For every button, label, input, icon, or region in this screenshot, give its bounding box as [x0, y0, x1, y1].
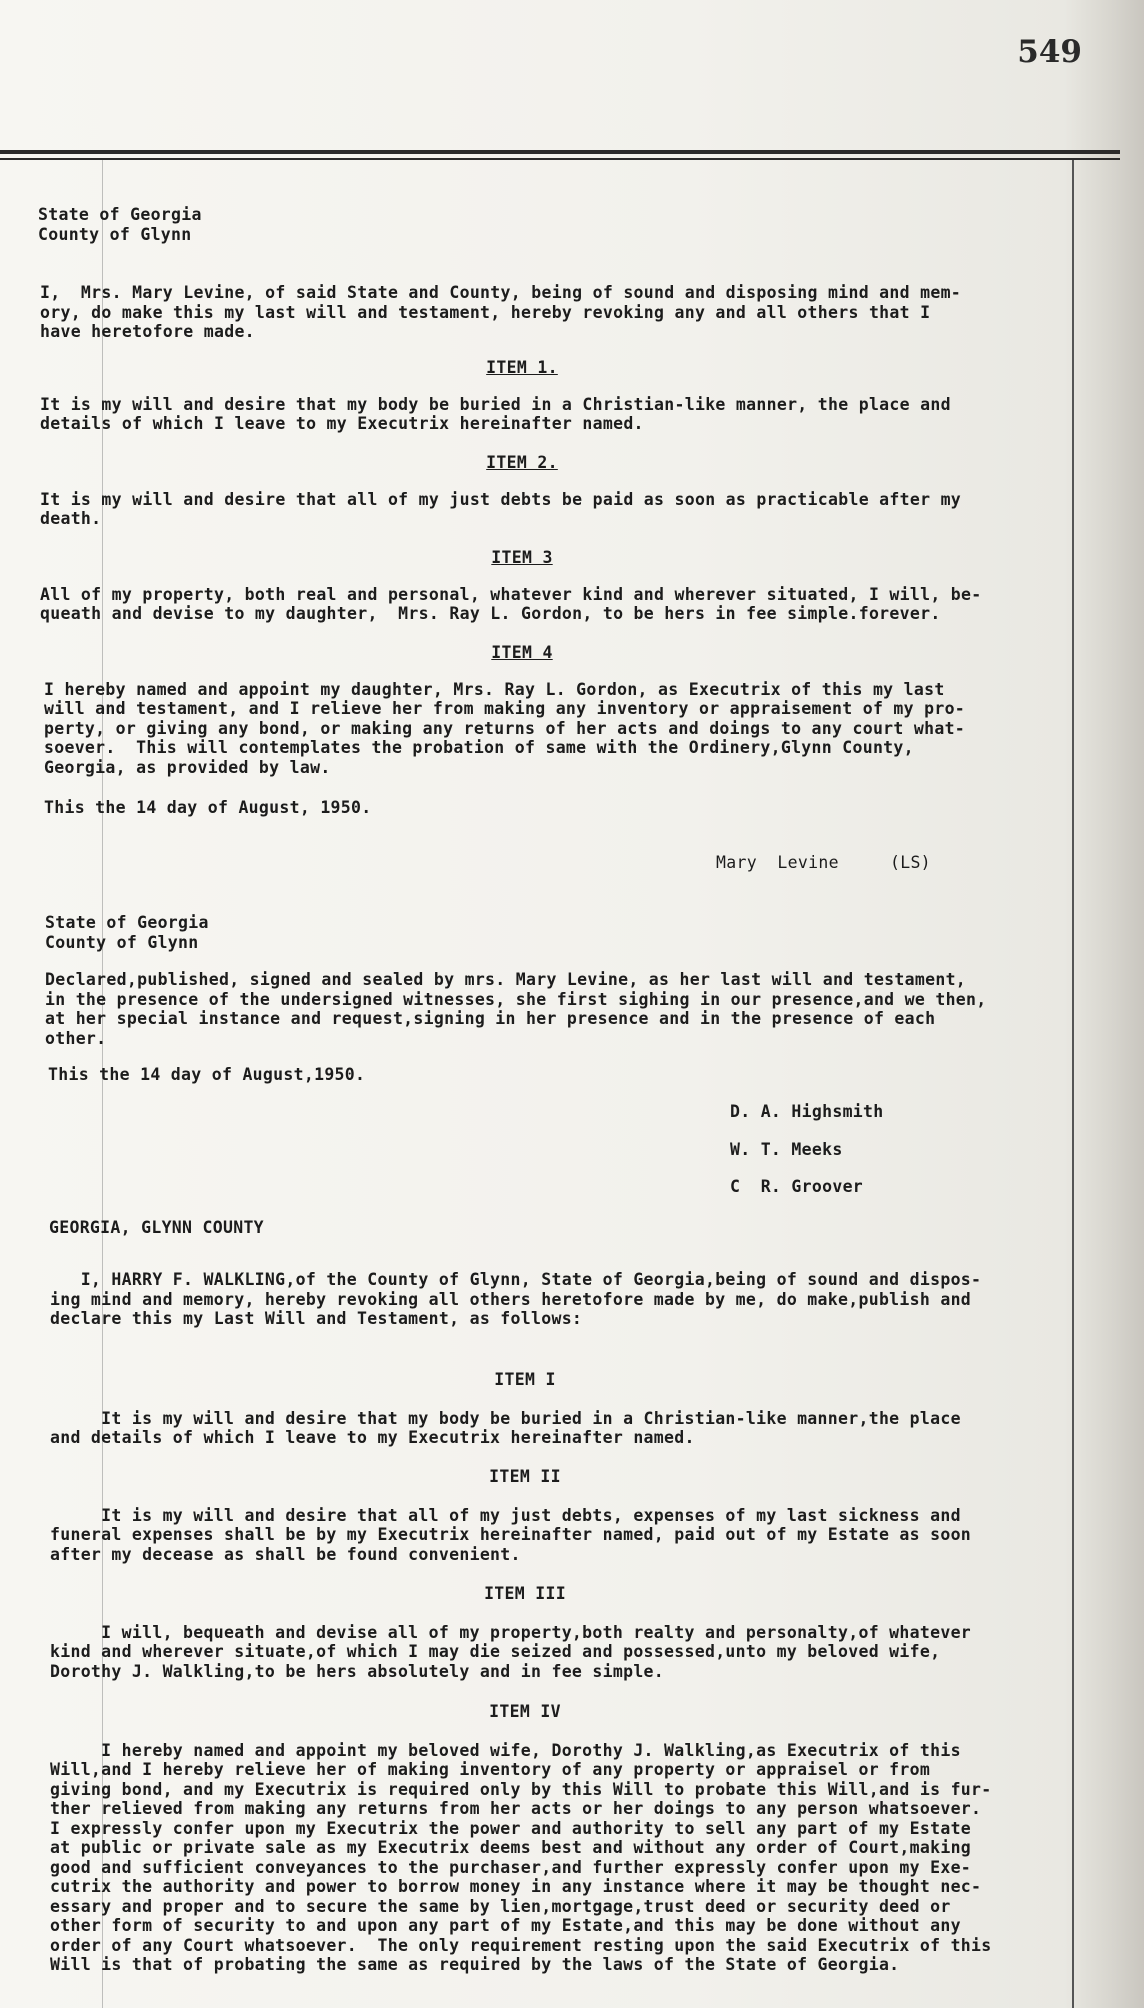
- will2-intro: [50, 1270, 981, 1329]
- intro-line: ing mind and memory, hereby revoking all others heretofore made by me, do make,publish and: [50, 1289, 972, 1309]
- item-line: It is my will and desire that all of my just debts be paid as soon as practicable after my: [40, 489, 962, 509]
- intro-line: I, Mrs. Mary Levine, of said State and County, being of sound and disposing mind and mem-: [40, 283, 962, 302]
- item-line: I hereby named and appoint my daughter, Mrs. Ray L. Gordon, as Executrix of this my last: [44, 679, 945, 699]
- intro-line: ory, do make this my last will and testament, hereby revoking any and all others that I: [40, 302, 931, 322]
- item-line: death.: [40, 509, 102, 528]
- item-line: kind and wherever situate,of which I may die seized and possessed,unto my beloved wife,: [50, 1642, 941, 1661]
- witness-signature: D. A. Highsmith: [730, 1102, 884, 1121]
- item-line: will and testament, and I relieve her from making any inventory or appraisement of my pro-: [44, 699, 966, 718]
- header-rule: [0, 150, 1120, 154]
- attestation-clause: [45, 970, 987, 1048]
- item-line: soever. This will contemplates the probation of same with the Ordinery,Glynn County,: [44, 738, 914, 757]
- intro-line: declare this my Last Will and Testament, as follows:: [50, 1309, 583, 1328]
- item-line: essary and proper and to secure the same by lien,mortgage,trust deed or security deed or: [50, 1896, 951, 1916]
- will1-item-2: [40, 453, 1070, 529]
- item-heading: ITEM II: [489, 1467, 561, 1486]
- item-line: perty, or giving any bond, or making any returns of her acts and doings to any court what-: [44, 718, 966, 738]
- will1-item-4: [40, 643, 1070, 777]
- item-line: I will, bequeath and devise all of my property,both realty and personalty,of whatever: [50, 1622, 972, 1642]
- intro-line: have heretofore made.: [40, 322, 255, 341]
- witness-signatures: [730, 1102, 884, 1197]
- venue-county: County of Glynn: [38, 224, 192, 244]
- will1-venue: [38, 205, 202, 244]
- will2-item-2: [50, 1467, 1080, 1564]
- item-line: funeral expenses shall be by my Executrix hereinafter named, paid out of my Estate as soon: [50, 1525, 972, 1544]
- item-line: after my decease as shall be found convenient.: [50, 1544, 521, 1564]
- attestation-line: Declared,published, signed and sealed by mrs. Mary Levine, as her last will and testament,: [45, 970, 967, 989]
- item-heading: ITEM I: [494, 1370, 556, 1389]
- attestation-line: in the presence of the undersigned witnesses, she first sighing in our presence,and we then,: [45, 989, 987, 1009]
- will1-item-3: [40, 548, 1070, 624]
- item-line: All of my property, both real and personal, whatever kind and wherever situated, I will, be-: [40, 584, 982, 604]
- item-line: queath and devise to my daughter, Mrs. Ray L. Gordon, to be hers in fee simple.forever.: [40, 604, 941, 623]
- attestation-venue: [45, 913, 209, 952]
- venue-county: County of Glynn: [45, 932, 199, 952]
- item-line: It is my will and desire that my body be buried in a Christian-like manner,the place: [50, 1408, 961, 1428]
- item-line: I hereby named and appoint my beloved wife, Dorothy J. Walkling,as Executrix of this: [50, 1740, 961, 1760]
- item-heading: ITEM 3: [491, 548, 553, 567]
- will2-item-4: [50, 1702, 1080, 1975]
- item-line: Will is that of probating the same as required by the laws of the State of Georgia.: [50, 1955, 900, 1974]
- item-line: It is my will and desire that my body be buried in a Christian-like manner, the place and: [40, 394, 951, 414]
- will1-intro: [40, 283, 961, 342]
- item-line: Georgia, as provided by law.: [44, 757, 331, 777]
- page-number: 549: [1017, 34, 1082, 70]
- item-line: order of any Court whatsoever. The only requirement resting upon the said Executrix of this: [50, 1935, 992, 1955]
- item-line: and details of which I leave to my Executrix hereinafter named.: [50, 1428, 695, 1447]
- will1-date-line: This the 14 day of August, 1950.: [44, 798, 372, 817]
- attestation-line: other.: [45, 1028, 107, 1048]
- witness-signature: W. T. Meeks: [730, 1139, 843, 1159]
- will1-item-1: [40, 358, 1070, 434]
- attestation-line: at her special instance and request,signing in her presence and in the presence of each: [45, 1009, 936, 1028]
- intro-line: I, HARRY F. WALKLING,of the County of Glynn, State of Georgia,being of sound and dispos-: [50, 1270, 982, 1289]
- header-rule-thin: [0, 158, 1120, 160]
- venue-state: State of Georgia: [38, 205, 202, 224]
- item-line: at public or private sale as my Executrix deems best and without any order of Court,making: [50, 1838, 972, 1857]
- item-line: I expressly confer upon my Executrix the power and authority to sell any part of my Estate: [50, 1818, 972, 1838]
- item-heading: ITEM III: [484, 1584, 566, 1603]
- item-line: cutrix the authority and power to borrow money in any instance where it may be thought nec-: [50, 1877, 982, 1896]
- venue-state: State of Georgia: [45, 913, 209, 932]
- item-line: other form of security to and upon any part of my Estate,and this may be done without any: [50, 1916, 961, 1935]
- item-line: Will,and I hereby relieve her of making inventory of any property or appraisel or from: [50, 1760, 931, 1779]
- item-heading: ITEM IV: [489, 1702, 561, 1721]
- item-line: giving bond, and my Executrix is required only by this Will to probate this Will,and is fur-: [50, 1779, 992, 1799]
- attestation-date-line: This the 14 day of August,1950.: [48, 1065, 366, 1084]
- item-line: ther relieved from making any returns from her acts or her doings to any person whatsoever.: [50, 1799, 982, 1818]
- will1-signature: Mary Levine (LS): [716, 853, 931, 872]
- item-line: good and sufficient conveyances to the purchaser,and further expressly confer upon my Exe-: [50, 1857, 972, 1877]
- item-line: Dorothy J. Walkling,to be hers absolutely and in fee simple.: [50, 1661, 665, 1681]
- item-heading: ITEM 4: [491, 643, 553, 662]
- will2-venue: GEORGIA, GLYNN COUNTY: [49, 1218, 264, 1237]
- item-heading: ITEM 1.: [486, 358, 558, 377]
- item-line: It is my will and desire that all of my just debts, expenses of my last sickness and: [50, 1505, 961, 1525]
- will2-item-3: [50, 1584, 1080, 1681]
- item-line: details of which I leave to my Executrix hereinafter named.: [40, 414, 644, 433]
- item-heading: ITEM 2.: [486, 453, 558, 472]
- will2-item-1: [50, 1370, 1080, 1448]
- witness-signature: C R. Groover: [730, 1177, 864, 1196]
